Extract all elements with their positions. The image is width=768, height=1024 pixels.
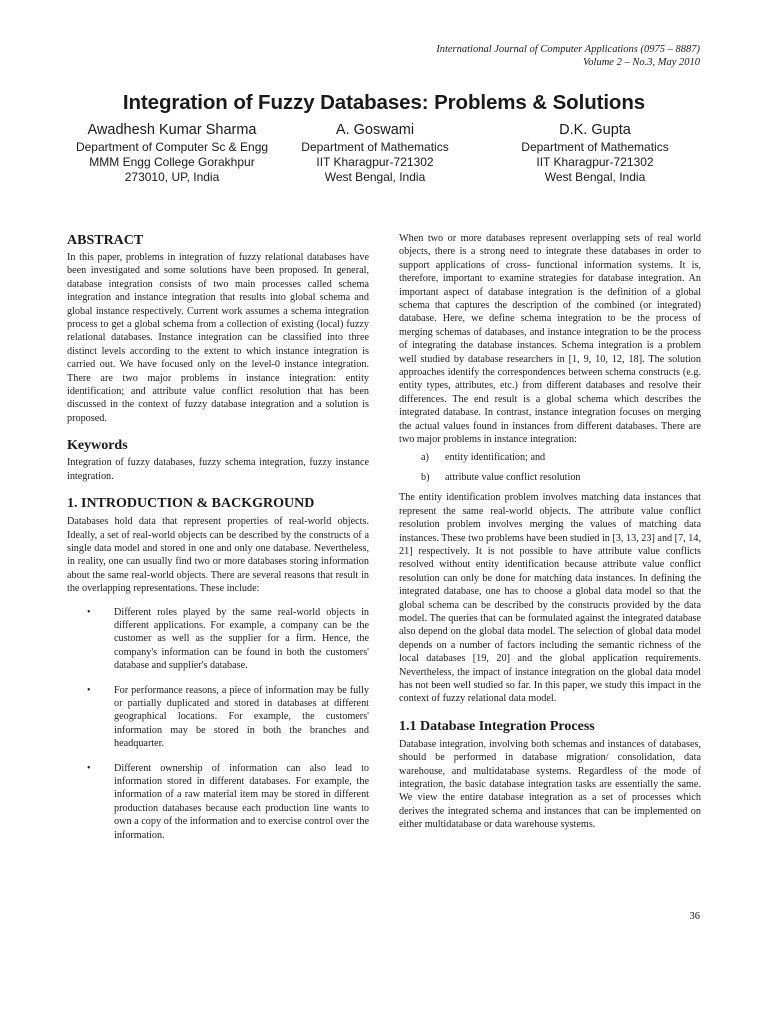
list-item-text: attribute value conflict resolution xyxy=(445,471,581,483)
body-paragraph-1: When two or more databases represent overlapping sets of real world objects, there is a strong need to integrate these databases in order to support applications of cross- functional information systems. It is, therefore, important to examine strategies for database integration. An important aspect of database integration is the definition of a global schema that captures the description of the combined (or integrated) database. Here, we define schema integration to be the process of merging schemas of databases, and instance integration to be the process of integrating the database instances. Schema integration is a problem well studied by database researchers in [1, 9, 10, 12, 18]. The solution approaches identify the correspondences between schema constructs (e.g. entity types, attributes, etc.) from different databases and resolve their differences. The end result is a global schema which describes the integrated database. In contrast, instance integration focuses on merging the actual values found in instances from different databases. There are two major problems in instance integration: xyxy=(399,233,701,446)
list-item-text: entity identification; and xyxy=(445,451,546,463)
journal-header xyxy=(436,43,700,69)
author-name: D.K. Gupta xyxy=(559,122,631,138)
list-item-label: a) xyxy=(421,451,429,463)
bullet-icon: • xyxy=(87,684,91,696)
abstract-heading: ABSTRACT xyxy=(67,233,144,248)
list-item xyxy=(399,471,701,484)
intro-heading: 1. INTRODUCTION & BACKGROUND xyxy=(67,496,315,512)
paper-title: Integration of Fuzzy Databases: Problems & Solutions xyxy=(122,91,646,114)
author-affiliation-inst: IIT Kharagpur-721302 xyxy=(536,155,654,169)
left-column xyxy=(67,232,369,853)
reasons-list xyxy=(67,606,369,843)
author-affiliation-inst: IIT Kharagpur-721302 xyxy=(316,155,434,169)
journal-volume: Volume 2 – No.3, May 2010 xyxy=(583,57,700,68)
author-affiliation-inst: MMM Engg College Gorakhpur xyxy=(89,155,255,169)
list-item xyxy=(67,762,369,842)
author-2 xyxy=(255,121,495,185)
keywords-text: Integration of fuzzy databases, fuzzy schema integration, fuzzy instance integration. xyxy=(67,457,369,482)
author-affiliation-location: West Bengal, India xyxy=(544,170,646,184)
list-item xyxy=(67,684,369,751)
body-paragraph-3: Database integration, involving both schemas and instances of databases, should be performed in database migration/ consolidation, data warehouse, and multidatabase systems. Regardless of the mode of integration, the basic database integration tasks are essentially the same. We view the entire database integration as a set of processes which derives the integrated schema and instances that can be implemented on either multidatabase or data warehouse systems. xyxy=(399,738,701,831)
bullet-icon: • xyxy=(87,606,91,618)
list-item xyxy=(399,451,701,464)
author-affiliation-location: West Bengal, India xyxy=(324,170,426,184)
abstract-text: In this paper, problems in integration of fuzzy relational databases have been investigated and some solutions have been proposed. In general, database integration consists of two main processes called schema integration and instance integration that results into global schema and global instance respectively. Current work assumes a schema integration process to get a global schema from a collection of existing (local) fuzzy relational databases. Instance integration can be classified into three distinct levels according to the extent to which instance integration is carried out. We have focused only on the level-0 instance integration. There are two major problems in instance integration: entity identification; and attribute value conflict resolution that has been discussed in the context of fuzzy database integration and a solution is proposed. xyxy=(67,252,369,424)
list-item-text: Different ownership of information can also lead to information stored in different databases. For example, the information of a raw material item may be stored in different production databases because each production line wants to own a copy of the information and to exercise control over the information. xyxy=(114,762,369,841)
author-name: Awadhesh Kumar Sharma xyxy=(87,122,257,138)
keywords-heading: Keywords xyxy=(67,438,128,454)
intro-text: Databases hold data that represent properties of real-world objects. Ideally, a set of real-world objects can be described by the constructs of a single data model and stored in one and only one database. Nevertheless, in reality, one can usually find two or more databases storing information about the same real-world objects. There are several reasons that result in the overlapping representations. These include: xyxy=(67,516,369,595)
list-item-text: Different roles played by the same real-world objects in different applications. For example, a company can be the customer as well as the supplier for a firm. Hence, the company's information can be found in both the customers' database and supplier's database. xyxy=(114,606,369,672)
author-name: A. Goswami xyxy=(335,122,415,138)
author-3 xyxy=(475,121,715,185)
list-item-label: b) xyxy=(421,471,430,483)
journal-name: International Journal of Computer Applications (0975 – 8887) xyxy=(436,44,700,55)
list-item xyxy=(67,606,369,673)
author-affiliation-location: 273010, UP, India xyxy=(124,170,220,184)
page-number: 36 xyxy=(689,911,700,922)
author-affiliation-dept: Department of Mathematics xyxy=(301,140,449,154)
body-paragraph-2: The entity identification problem involves matching data instances that represent the same real-world objects. The attribute value conflict resolution problem involves merging the values of matching data instances. These two problems have been studied in [3, 13, 23] and [7, 14, 21] respectively. It is not possible to have attribute value conflicts resolved without entity identification because attribute value conflict resolution can only be done for matching data instances. In defining the integrated database, one has to choose a global data model so that the global schema can be described by the constructs provided by the data model. The queries that can be formulated against the integrated database also depend on the global data model. The selection of global data model depends on a number of factors including the semantic richness of the local databases [19, 20] and the global application requirements. Nevertheless, the impact of instance integration on the global data model has not been well studied so far. In this paper, we study this impact in the context of fuzzy relational data model. xyxy=(399,492,701,705)
problems-list xyxy=(399,451,701,485)
section-1-1-heading: 1.1 Database Integration Process xyxy=(399,718,595,734)
author-affiliation-dept: Department of Mathematics xyxy=(521,140,669,154)
right-column xyxy=(399,232,701,832)
list-item-text: For performance reasons, a piece of information may be fully or partially duplicated and stored in databases at different geographical locations. For example, the customers' information may be stored in both the branches and headquarter. xyxy=(114,684,369,750)
author-affiliation-dept: Department of Computer Sc & Engg xyxy=(75,140,269,154)
bullet-icon: • xyxy=(87,762,91,774)
